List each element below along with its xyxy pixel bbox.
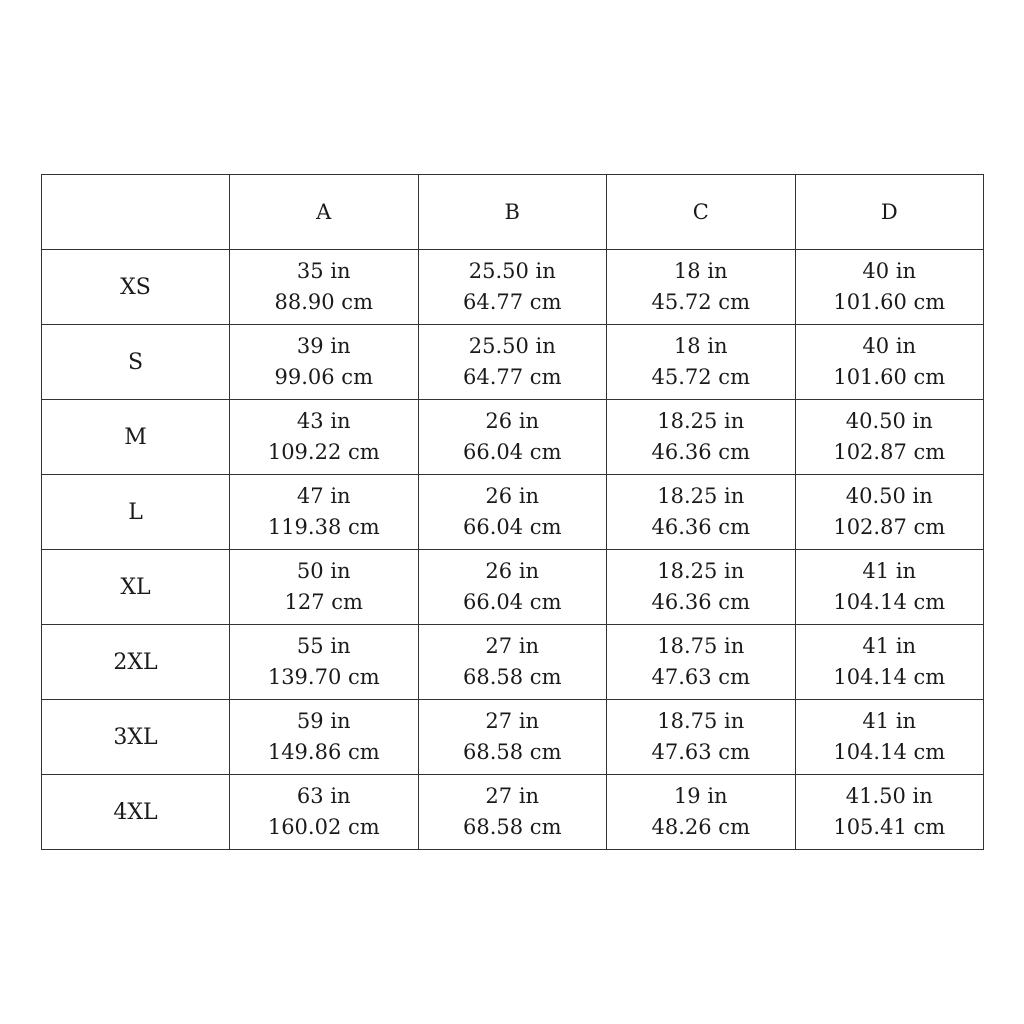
size-label: S bbox=[42, 325, 230, 400]
measurement-cell bbox=[418, 550, 607, 625]
value-centimeters: 66.04 cm bbox=[463, 440, 562, 464]
measurement-cell bbox=[607, 700, 796, 775]
value-inches: 18.25 in bbox=[657, 409, 745, 433]
value-inches: 27 in bbox=[485, 634, 540, 658]
table-row bbox=[42, 775, 984, 850]
measurement-cell bbox=[230, 475, 419, 550]
measurement-cell bbox=[230, 775, 419, 850]
value-inches: 39 in bbox=[296, 334, 351, 358]
value-centimeters: 64.77 cm bbox=[463, 290, 562, 314]
value-inches: 25.50 in bbox=[468, 259, 556, 283]
value-inches: 40.50 in bbox=[845, 484, 933, 508]
measurement-cell bbox=[795, 475, 984, 550]
size-label: 4XL bbox=[42, 775, 230, 850]
value-inches: 41 in bbox=[862, 559, 917, 583]
size-label: 3XL bbox=[42, 700, 230, 775]
measurement-cell bbox=[607, 775, 796, 850]
measurement-cell bbox=[418, 400, 607, 475]
value-centimeters: 109.22 cm bbox=[267, 440, 380, 464]
measurement-cell bbox=[418, 700, 607, 775]
measurement-cell bbox=[795, 550, 984, 625]
measurement-cell bbox=[795, 250, 984, 325]
value-inches: 18.75 in bbox=[657, 709, 745, 733]
measurement-cell bbox=[795, 325, 984, 400]
value-centimeters: 139.70 cm bbox=[267, 665, 380, 689]
size-chart-table bbox=[41, 174, 984, 850]
measurement-cell bbox=[418, 325, 607, 400]
column-header-c: C bbox=[607, 175, 796, 250]
value-centimeters: 66.04 cm bbox=[463, 515, 562, 539]
value-centimeters: 102.87 cm bbox=[833, 515, 946, 539]
table-row bbox=[42, 625, 984, 700]
value-inches: 26 in bbox=[485, 484, 540, 508]
measurement-cell bbox=[230, 325, 419, 400]
measurement-cell bbox=[795, 700, 984, 775]
value-centimeters: 119.38 cm bbox=[267, 515, 380, 539]
measurement-cell bbox=[795, 625, 984, 700]
value-centimeters: 104.14 cm bbox=[833, 665, 946, 689]
measurement-cell bbox=[795, 775, 984, 850]
size-label: M bbox=[42, 400, 230, 475]
value-centimeters: 45.72 cm bbox=[651, 365, 750, 389]
value-inches: 41.50 in bbox=[845, 784, 933, 808]
measurement-cell bbox=[607, 250, 796, 325]
measurement-cell bbox=[230, 250, 419, 325]
value-inches: 40 in bbox=[862, 259, 917, 283]
value-centimeters: 149.86 cm bbox=[267, 740, 380, 764]
size-label: 2XL bbox=[42, 625, 230, 700]
measurement-cell bbox=[230, 550, 419, 625]
value-centimeters: 47.63 cm bbox=[651, 665, 750, 689]
value-centimeters: 101.60 cm bbox=[833, 290, 946, 314]
value-inches: 35 in bbox=[296, 259, 351, 283]
value-inches: 40 in bbox=[862, 334, 917, 358]
measurement-cell bbox=[418, 250, 607, 325]
measurement-cell bbox=[607, 475, 796, 550]
column-header-b: B bbox=[418, 175, 607, 250]
value-centimeters: 68.58 cm bbox=[463, 665, 562, 689]
value-inches: 55 in bbox=[296, 634, 351, 658]
value-centimeters: 46.36 cm bbox=[651, 515, 750, 539]
value-centimeters: 45.72 cm bbox=[651, 290, 750, 314]
size-label: XS bbox=[42, 250, 230, 325]
header-corner-cell bbox=[42, 175, 230, 250]
measurement-cell bbox=[230, 700, 419, 775]
value-centimeters: 104.14 cm bbox=[833, 740, 946, 764]
table-row bbox=[42, 550, 984, 625]
measurement-cell bbox=[607, 550, 796, 625]
value-centimeters: 46.36 cm bbox=[651, 590, 750, 614]
value-inches: 41 in bbox=[862, 634, 917, 658]
size-label: XL bbox=[42, 550, 230, 625]
table-row bbox=[42, 475, 984, 550]
column-header-d: D bbox=[795, 175, 984, 250]
measurement-cell bbox=[418, 625, 607, 700]
value-inches: 47 in bbox=[296, 484, 351, 508]
value-inches: 26 in bbox=[485, 409, 540, 433]
value-centimeters: 47.63 cm bbox=[651, 740, 750, 764]
value-inches: 40.50 in bbox=[845, 409, 933, 433]
value-centimeters: 46.36 cm bbox=[651, 440, 750, 464]
value-inches: 25.50 in bbox=[468, 334, 556, 358]
size-rows bbox=[42, 250, 984, 850]
measurement-cell bbox=[230, 400, 419, 475]
column-header-a: A bbox=[230, 175, 419, 250]
table-row bbox=[42, 325, 984, 400]
value-inches: 63 in bbox=[296, 784, 351, 808]
table-row bbox=[42, 700, 984, 775]
value-centimeters: 66.04 cm bbox=[463, 590, 562, 614]
value-centimeters: 68.58 cm bbox=[463, 815, 562, 839]
value-inches: 27 in bbox=[485, 784, 540, 808]
value-centimeters: 99.06 cm bbox=[274, 365, 373, 389]
value-inches: 18 in bbox=[673, 259, 728, 283]
value-centimeters: 102.87 cm bbox=[833, 440, 946, 464]
value-inches: 41 in bbox=[862, 709, 917, 733]
value-inches: 19 in bbox=[673, 784, 728, 808]
table-row bbox=[42, 250, 984, 325]
value-centimeters: 101.60 cm bbox=[833, 365, 946, 389]
value-centimeters: 64.77 cm bbox=[463, 365, 562, 389]
value-centimeters: 127 cm bbox=[284, 590, 363, 614]
value-inches: 18 in bbox=[673, 334, 728, 358]
measurement-cell bbox=[795, 400, 984, 475]
value-inches: 18.75 in bbox=[657, 634, 745, 658]
measurement-cell bbox=[418, 475, 607, 550]
size-label: L bbox=[42, 475, 230, 550]
value-inches: 18.25 in bbox=[657, 484, 745, 508]
header-row bbox=[42, 175, 984, 250]
value-inches: 27 in bbox=[485, 709, 540, 733]
value-inches: 59 in bbox=[296, 709, 351, 733]
value-centimeters: 104.14 cm bbox=[833, 590, 946, 614]
table-row bbox=[42, 400, 984, 475]
value-inches: 18.25 in bbox=[657, 559, 745, 583]
value-inches: 26 in bbox=[485, 559, 540, 583]
value-centimeters: 68.58 cm bbox=[463, 740, 562, 764]
measurement-cell bbox=[607, 400, 796, 475]
value-centimeters: 105.41 cm bbox=[833, 815, 946, 839]
value-centimeters: 48.26 cm bbox=[651, 815, 750, 839]
measurement-cell bbox=[230, 625, 419, 700]
measurement-cell bbox=[418, 775, 607, 850]
value-inches: 50 in bbox=[296, 559, 351, 583]
value-centimeters: 88.90 cm bbox=[274, 290, 373, 314]
value-inches: 43 in bbox=[296, 409, 351, 433]
measurement-cell bbox=[607, 325, 796, 400]
value-centimeters: 160.02 cm bbox=[267, 815, 380, 839]
measurement-cell bbox=[607, 625, 796, 700]
